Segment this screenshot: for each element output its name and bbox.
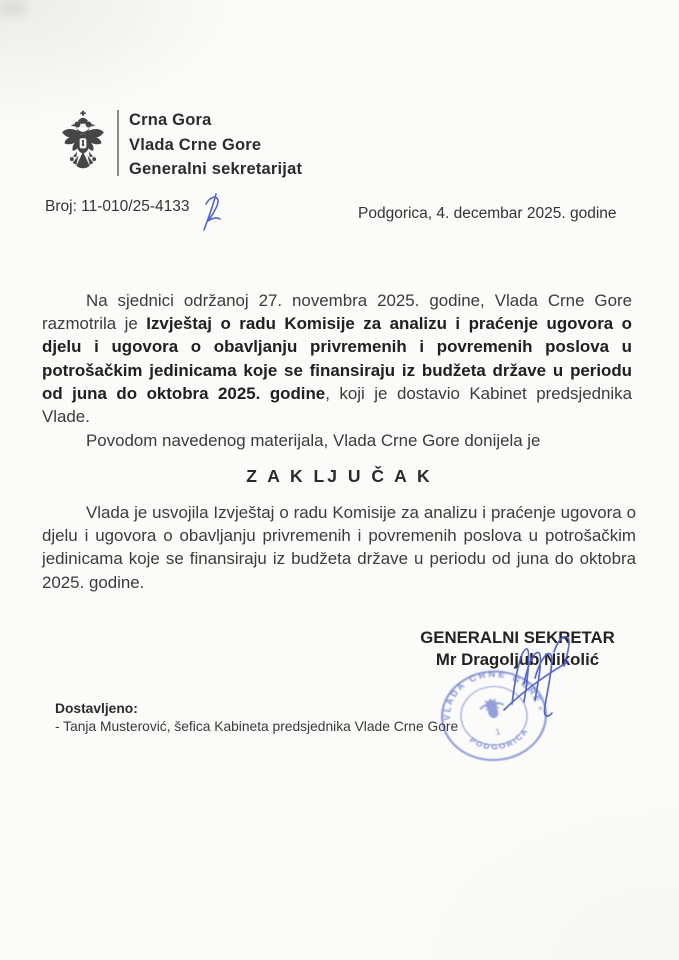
signatory-title: GENERALNI SEKRETAR bbox=[420, 628, 615, 647]
handwritten-suffix-mark bbox=[199, 192, 225, 232]
p1-lead: Na sjednici održanoj 27. novembra 2025. godine, Vlada Crne Gore razmotrila je bbox=[42, 291, 632, 334]
letterhead-divider bbox=[117, 110, 119, 176]
handwritten-signature bbox=[492, 622, 584, 734]
p1-tail: , koji je dostavio Kabinet predsjednika Vlade. bbox=[42, 383, 632, 427]
org-government: Vlada Crne Gore bbox=[129, 135, 262, 154]
reference-number: Broj: 11-010/25-4133 bbox=[45, 198, 190, 215]
stamp-number: 1 bbox=[494, 726, 502, 738]
montenegro-coat-of-arms-icon bbox=[60, 110, 106, 174]
stamp-bottom-text: PODGORICA bbox=[467, 726, 531, 752]
p1-report-title: Izvještaj o radu Komisije za analizu i praćenje ugovora o djelu i ugovora o obavljanju privremenih i povremenih poslova u potrošačkim jedinicama koje se finansiraju iz budžeta države u periodu od juna do oktobra 2025. godine bbox=[42, 314, 632, 403]
scan-artifact bbox=[0, 0, 26, 16]
stamp-star: ✳ bbox=[536, 705, 545, 713]
paragraph-session bbox=[42, 289, 632, 428]
delivered-label: Dostavljeno: bbox=[55, 701, 138, 716]
org-secretariat: Generalni sekretarijat bbox=[129, 160, 303, 179]
letterhead bbox=[60, 108, 302, 182]
org-country: Crna Gora bbox=[129, 111, 212, 129]
place-date: Podgorica, 4. decembar 2025. godine bbox=[358, 205, 617, 222]
delivered-recipient: - Tanja Musterović, šefica Kabineta predsjednika Vlade Crne Gore bbox=[55, 719, 459, 734]
paragraph-conclusion: Vlada je usvojila Izvještaj o radu Komisije za analizu i praćenje ugovora o djelu i ugovora o obavljanju privremenih i povremenih poslova u potrošačkim jedinicama koje se finansiraju iz budžeta države u periodu od juna do oktobra 2025. godine. bbox=[42, 503, 636, 592]
stamp-ring-text: VLADA CRNE GORE bbox=[441, 669, 545, 721]
paragraph-intro-conclusion: Povodom navedenog materijala, Vlada Crne Gore donijela je bbox=[86, 431, 541, 450]
signatory-name: Mr Dragoljub Nikolić bbox=[435, 650, 600, 669]
org-block bbox=[129, 108, 302, 182]
conclusion-heading: Z A K LJ U Č A K bbox=[246, 466, 433, 486]
